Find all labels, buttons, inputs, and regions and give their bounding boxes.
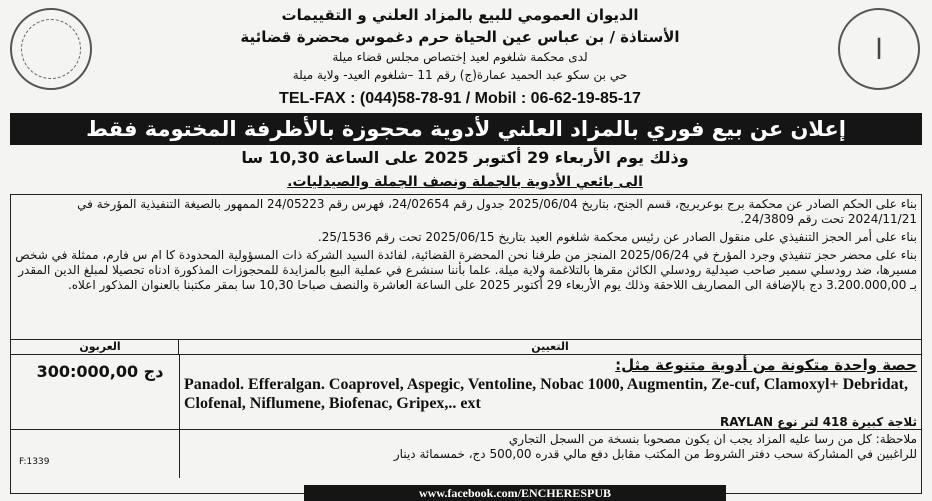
audience-line: الى بائعي الأدوية بالجملة ونصف الجملة والصيدليات. [287, 174, 643, 190]
fridge-brand: RAYLAN [720, 415, 774, 429]
auction-date: وذلك يوم الأربعاء 29 أكتوبر 2025 على الساعة 10,30 سا [241, 148, 689, 167]
legal-paragraphs [11, 195, 921, 298]
note-conditions: للراغبين في المشاركة سحب دفتر الشروط من المكتب مقابل دفع مالي قدره 500,00 دج، خمسمائة دينار [393, 447, 917, 461]
note-commercial-register: ملاحظة: كل من رسا عليه المزاد يجب ان يكون مصحوبا بنسخة من السجل التجاري [508, 432, 917, 446]
auction-notice [4, 2, 926, 498]
official-stamp-left [10, 8, 92, 90]
notes-section [11, 429, 921, 481]
reference-code: F:1339 [19, 457, 50, 467]
notice-body [10, 194, 922, 494]
official-stamp-right: ا [838, 8, 920, 90]
office-title: الديوان العمومي للبيع بالمزاد العلني و التقييمات [281, 6, 639, 24]
paragraph-judgment: بناء على الحكم الصادر عن محكمة برج بوعريريج، قسم الجنح، بتاريخ 2025/06/04 جدول رقم 24/02654، فهرس رقم 24/05223 الممهور بالصيغة التنفيذية المؤرخة في 2024/11/21 تحت رقم 24/3809. [77, 197, 917, 226]
column-header-deposit: العربون [11, 340, 189, 355]
drug-list: Panadol. Efferalgan. Coaprovel, Aspegic, Ventoline, Nobac 1000, Augmentin, Ze-cuf, Clamoxyl+ Debridat, Clofenal, Niflumene, Biofenac, Gripex,.. ext [184, 376, 908, 412]
column-header-description: التعيين [178, 340, 921, 355]
address-line: حي بن سكو عبد الحميد عمارة(ج) رقم 11 –شلغوم العيد- ولاية ميلة [292, 68, 628, 82]
facebook-footer: www.facebook.com/ENCHERESPUB [304, 485, 726, 501]
notice-banner: إعلان عن بيع فوري بالمزاد العلني لأدوية محجوزة بالأظرفة المختومة فقط [10, 113, 922, 145]
fridge-label: ثلاجة كبيرة 418 لتر نوع [777, 415, 917, 429]
paragraph-seizure-order: بناء على أمر الحجز التنفيذي على منقول الصادر عن رئيس محكمة شلغوم العيد بتاريخ 2025/06/15 تحت رقم 25/1536. [317, 230, 917, 244]
deposit-amount: 300:000,00 دج [36, 362, 164, 381]
phone-line: TEL-FAX : (044)58-78-91 / Mobil : 06-62-19-85-17 [279, 90, 641, 107]
court-line: لدى محكمة شلغوم لعيد إختصاص مجلس قضاء ميلة [332, 50, 588, 64]
bailiff-name: الأستاذة / بن عباس عين الحياة حرم دغموس محضرة قضائية [240, 28, 680, 46]
lot-title: حصة واحدة متكونة من أدوية متنوعة مثل: [615, 356, 917, 374]
paragraph-seizure-report: بناء على محضر حجز تنفيذي وجرد المؤرخ في 2025/06/24 المنجز من طرفنا نحن المحضرة القضائية، لفائدة السيد الشركة ذات المسؤولية المحدودة كا ام س فارم، ممثلة في شخص مسيرها، ضد رودسلي سمير صاحب صيدلية رودسلي الكائن مقرها بالتلاغمة ولاية ميلة. علما بأننا سنشرع في عملية البيع بالمزايدة للمحجوزات المذكورة ادناه تحصيلا لمبلغ الدين المقدر بـ 3.200.000,00 دج بالإضافة الى المصاريف اللاحقة وذلك يوم الأربعاء 29 أكتوبر 2025 على الساعة العاشرة والنصف صباحا 10,30 سا بمقر مكتبنا بالعنوان المذكور اعلاه. [15, 248, 917, 292]
fridge-item [184, 415, 917, 429]
